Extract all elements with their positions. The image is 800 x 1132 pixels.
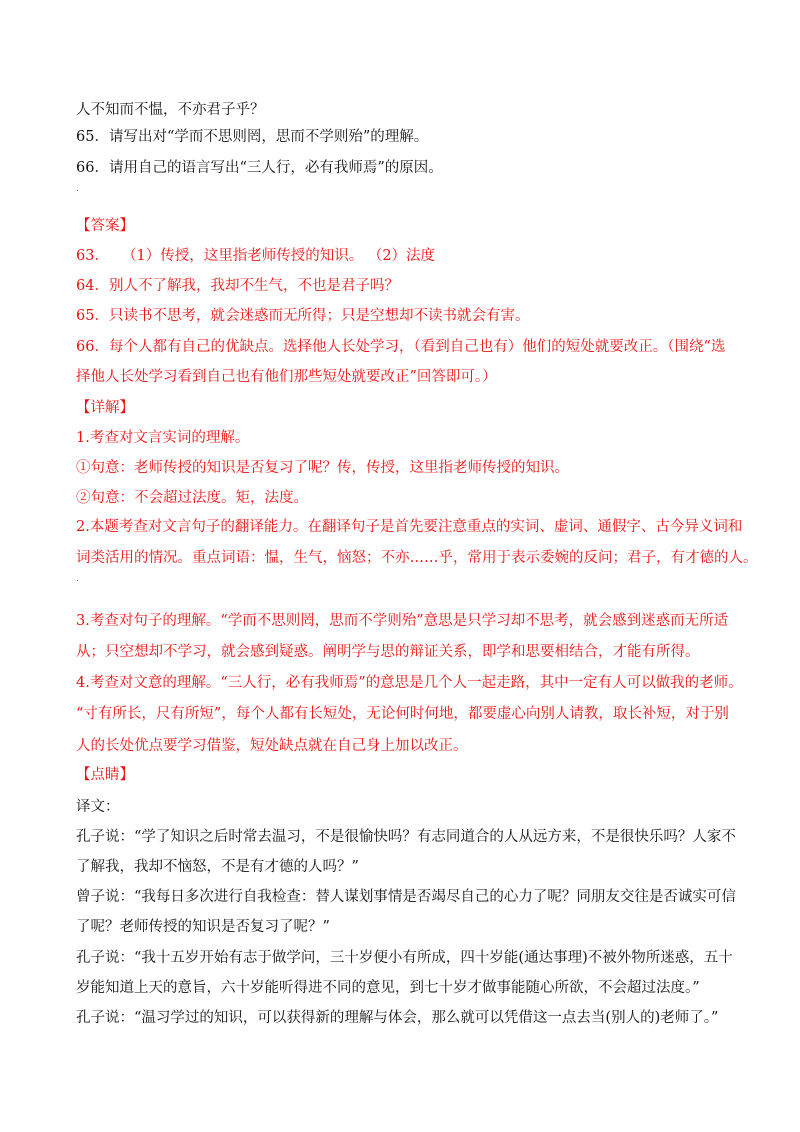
explanation-4-line1: 4.考查对文意的理解。“三人行，必有我师焉”的意思是几个人一起走路，其中一定有人可以做我的老师。 (76, 675, 743, 691)
answer-64: 64．别人不了解我，我却不生气，不也是君子吗？ (76, 278, 399, 294)
explanation-2-line2: 词类活用的情况。重点词语：愠，生气，恼怒；不亦……乎，常用于表示委婉的反问；君子，有才德的人。 (76, 550, 758, 566)
answer-65: 65．只读书不思考，就会迷惑而无所得；只是空想却不读书就会有害。 (76, 308, 530, 324)
explanation-1: 1.考查对文言实词的理解。 (76, 430, 250, 446)
translation-3-line2: 岁能知道上天的意旨，六十岁能听得进不同的意见，到七十岁才做事能随心所欲，不会超过法度。” (76, 980, 700, 996)
translation-3-line1: 孔子说：“我十五岁开始有志于做学问，三十岁便小有所成，四十岁能(通达事理)不被外物所迷惑，五十 (76, 950, 733, 966)
translation-2-line1: 曾子说：“我每日多次进行自我检查：替人谋划事情是否竭尽自己的心力了呢？同朋友交往是否诚实可信 (76, 889, 736, 905)
answer-66-line1: 66．每个人都有自己的优缺点。选择他人长处学习，（看到自己也有）他们的短处就要改正。（围绕“选 (76, 339, 726, 355)
answer-63-text: （1）传授，这里指老师传授的知识。 （2）法度 (122, 248, 436, 264)
translation-4: 孔子说：“温习学过的知识，可以获得新的理解与体会，那么就可以凭借这一点去当(别人的)老师了。” (76, 1010, 719, 1026)
translation-1-line2: 了解我，我却不恼怒，不是有才德的人吗？” (76, 859, 359, 875)
explanation-4-line2: “寸有所长，尺有所短”，每个人都有长短处，无论何时何地，都要虚心向别人请教，取长补短，对于别 (76, 706, 729, 722)
translation-2-line2: 了呢？老师传授的知识是否复习了呢？” (76, 919, 330, 935)
translation-1-line1: 孔子说：“学了知识之后时常去温习，不是很愉快吗？有志同道合的人从远方来，不是很快乐吗？人家不 (76, 829, 736, 845)
answer-63-number: 63． (76, 248, 109, 264)
explanation-4-line3: 人的长处优点要学习借鉴，短处缺点就在自己身上加以改正。 (76, 738, 468, 754)
explanation-heading: 【详解】 (76, 400, 134, 416)
answer-66-line2: 择他人长处学习看到自己也有他们那些短处就要改正”回答即可。） (76, 369, 497, 385)
dianjing-heading: 【点睛】 (76, 767, 134, 783)
paragraph-mark: . (76, 184, 79, 194)
text-line: 人不知而不愠，不亦君子乎？ (76, 102, 265, 118)
explanation-3-line2: 从；只空想却不学习，就会感到疑惑。阐明学与思的辩证关系，即学和思要相结合，才能有所得。 (76, 644, 700, 660)
explanation-3-line1: 3.考查对句子的理解。“学而不思则罔，思而不学则殆”意思是只学习却不思考，就会感到迷惑而无所适 (76, 613, 729, 629)
question-65: 65．请写出对“学而不思则罔，思而不学则殆”的理解。 (76, 129, 429, 145)
explanation-1-b: ②句意：不会超过法度。矩，法度。 (76, 490, 308, 506)
explanation-1-a: ①句意：老师传授的知识是否复习了呢？传，传授，这里指老师传授的知识。 (76, 460, 569, 476)
answer-heading: 【答案】 (76, 218, 134, 234)
translation-label: 译文： (76, 799, 120, 815)
explanation-2-line1: 2.本题考查对文言句子的翻译能力。在翻译句子是首先要注意重点的实词、虚词、通假字、古今异义词和 (76, 519, 743, 535)
paragraph-mark: . (76, 574, 79, 584)
question-66: 66．请用自己的语言写出“三人行，必有我师焉”的原因。 (76, 160, 443, 176)
